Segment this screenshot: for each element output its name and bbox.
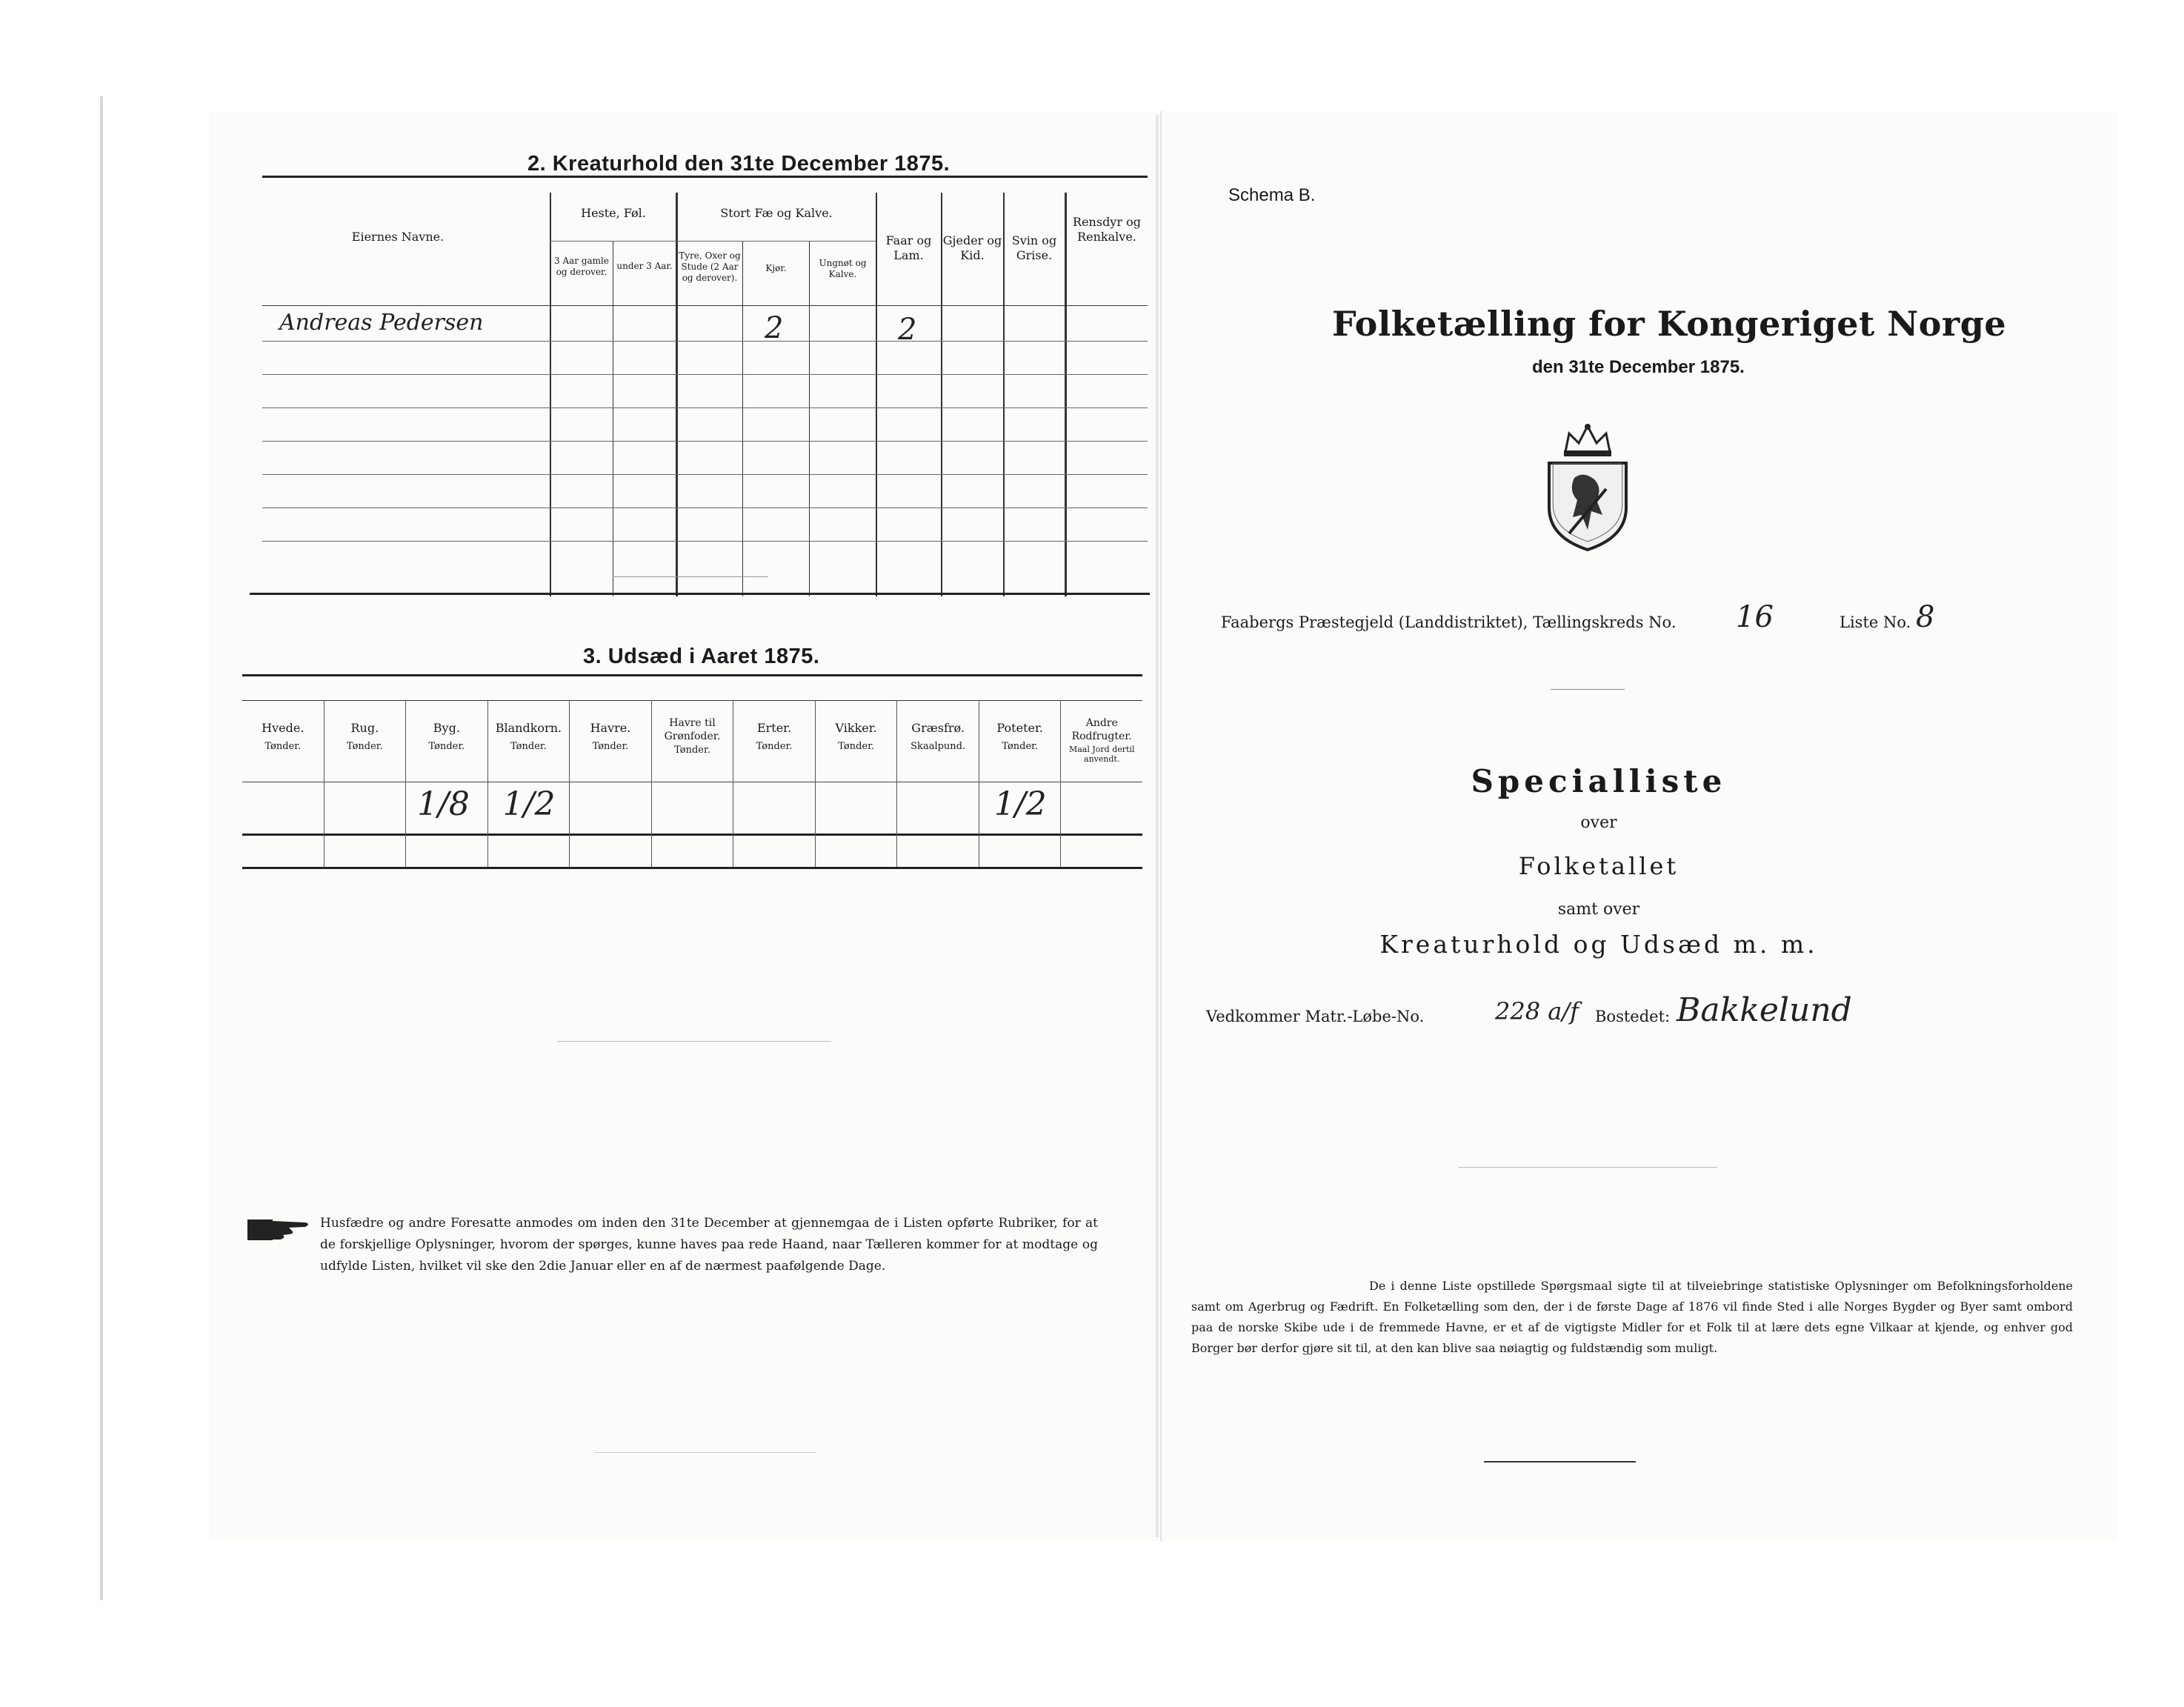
col-horses: Heste, Føl. bbox=[581, 206, 646, 220]
book-spine bbox=[1156, 115, 1159, 1537]
bostedet-label: Bostedet: bbox=[1595, 1008, 1671, 1025]
intro-paragraph: De i denne Liste opstillede Spørgsmaal sigte til at tilveiebringe statistiske Oplysninger om Befolkningsforholdene samt om Agerbrug og Fædrift. En Folketælling som den, der i de første Dage af 1876 vil finde Sted i alle Norges Bygder og Byer samt ombord paa de norske Skibe ude i de fremmede Havne, er et af de vigtigste Midler for et Folk til at lære dets egne Vilkaar at kjende, og enhver god Borger bør derfor gjøre sit til, at den kan blive saa nøiagtig og fuldstændig som muligt. bbox=[1191, 1279, 2073, 1355]
table1-bottom-rule bbox=[250, 593, 1150, 595]
kreaturhold-label: Kreaturhold og Udsæd m. m. bbox=[1379, 930, 1818, 959]
byg-value: 1/8 bbox=[417, 785, 470, 823]
col-cattle: Stort Fæ og Kalve. bbox=[720, 206, 833, 220]
table2-top-rule bbox=[242, 674, 1142, 676]
samt-over-label: samt over bbox=[1557, 900, 1640, 919]
col-goats: Gjeder og Kid. bbox=[942, 233, 1002, 262]
section3-heading: 3. Udsæd i Aaret 1875. bbox=[583, 645, 820, 668]
col-pigs: Svin og Grise. bbox=[1011, 233, 1057, 262]
pointing-hand-icon bbox=[246, 1215, 313, 1245]
cows-value: 2 bbox=[765, 311, 784, 345]
notice-text: Husfædre og andre Foresatte anmodes om inden den 31te December at gjennemgaa de i Listen opførte Rubriker, for at de forskjellige Oplysninger, hvorom der spørges, kunne haves paa rede Haand, naar Tælleren kommer for at modtage og udfylde Listen, hvilket vil ske den 2die Januar eller en af de nærmest paafølgende Dage. bbox=[320, 1216, 1098, 1274]
folketallet-label: Folketallet bbox=[1518, 852, 1679, 880]
matr-label: Vedkommer Matr.-Løbe-No. bbox=[1206, 1008, 1425, 1025]
blandkorn-value: 1/2 bbox=[502, 785, 556, 823]
specialliste-heading: Specialliste bbox=[1471, 763, 1727, 799]
bostedet-value: Bakkelund bbox=[1677, 991, 1852, 1029]
col-reindeer: Rensdyr og Renkalve. bbox=[1073, 215, 1141, 244]
col-owner: Eiernes Navne. bbox=[351, 230, 445, 244]
liste-label: Liste No. bbox=[1840, 613, 1911, 631]
table1-top-rule bbox=[262, 176, 1148, 178]
schema-label: Schema B. bbox=[1228, 185, 1316, 205]
section2-heading: 2. Kreaturhold den 31te December 1875. bbox=[527, 152, 950, 176]
poteter-value: 1/2 bbox=[993, 785, 1047, 823]
table2-bottom-rule bbox=[242, 867, 1142, 869]
over-label: over bbox=[1580, 813, 1617, 832]
seed-table: Hvede. Tønder. Rug. Tønder. Byg. Tønder. 1/8 Blandkorn. Tønder. 1/2 Havre. Tønder. Havre til Grønfoder. Tønder. Erter. Tønder. Vikker. Tønder. Græsfrø. Skaalpund. Poteter. Tønder. 1/2 Andre Rodfrugter. Maal Jord dertil anvendt. bbox=[242, 700, 1142, 867]
kreds-number: 16 bbox=[1736, 600, 1774, 634]
matr-number: 228 a/f bbox=[1495, 997, 1579, 1025]
owner-name: Andreas Pedersen bbox=[279, 310, 484, 336]
main-subtitle: den 31te December 1875. bbox=[1532, 357, 1745, 377]
coat-of-arms-icon bbox=[1543, 422, 1632, 552]
main-title: Folketælling for Kongeriget Norge bbox=[1332, 304, 2007, 344]
left-page: 2. Kreaturhold den 31te December 1875. Eiernes Navne. Heste, Føl. 3 Aar gamle og derover. under 3 Aar. Stort Fæ og Kalve. Tyre, Oxer og Stude (2 Aar og derover). Kjør. Ungnøt og Kalve. Faar og Lam. Gjeder og Kid. Svin og Grise. Rensdyr og Renkalve. Andreas Pedersen 2 2 3. Udsæd i Aaret 1875. Hvede. Tønder. Rug. Tønder. Byg. Tønder. 1/8 Blandkorn. Tønder. 1/2 Havre. Tønder. Havre til Grønfoder. Tønder. Erter. Tønder. Vikker. Tønder. Græsfrø. Skaalpund. Poteter. Tønder. 1/2 Andre Rodfrugter. Maal Jord dertil anvendt. Husfædre og andre Foresatte anmodes om inden den 31te December at gjennemgaa de i Listen opførte Rubriker, for at de forskjellige Oplysninger, hvorom der spørges, kunne haves paa rede Haand, naar Tælleren kommer for at modtage og udfylde Listen, hvilket vil ske den 2die Januar eller en af de nærmest paafølgende Dage. bbox=[209, 111, 1157, 1541]
col-sheep: Faar og Lam. bbox=[885, 233, 932, 262]
sheep-value: 2 bbox=[898, 313, 917, 347]
right-page bbox=[1160, 111, 2117, 1541]
liste-number: 8 bbox=[1916, 600, 1935, 634]
parish-label: Faabergs Præstegjeld (Landdistriktet), Tællingskreds No. bbox=[1221, 613, 1677, 631]
